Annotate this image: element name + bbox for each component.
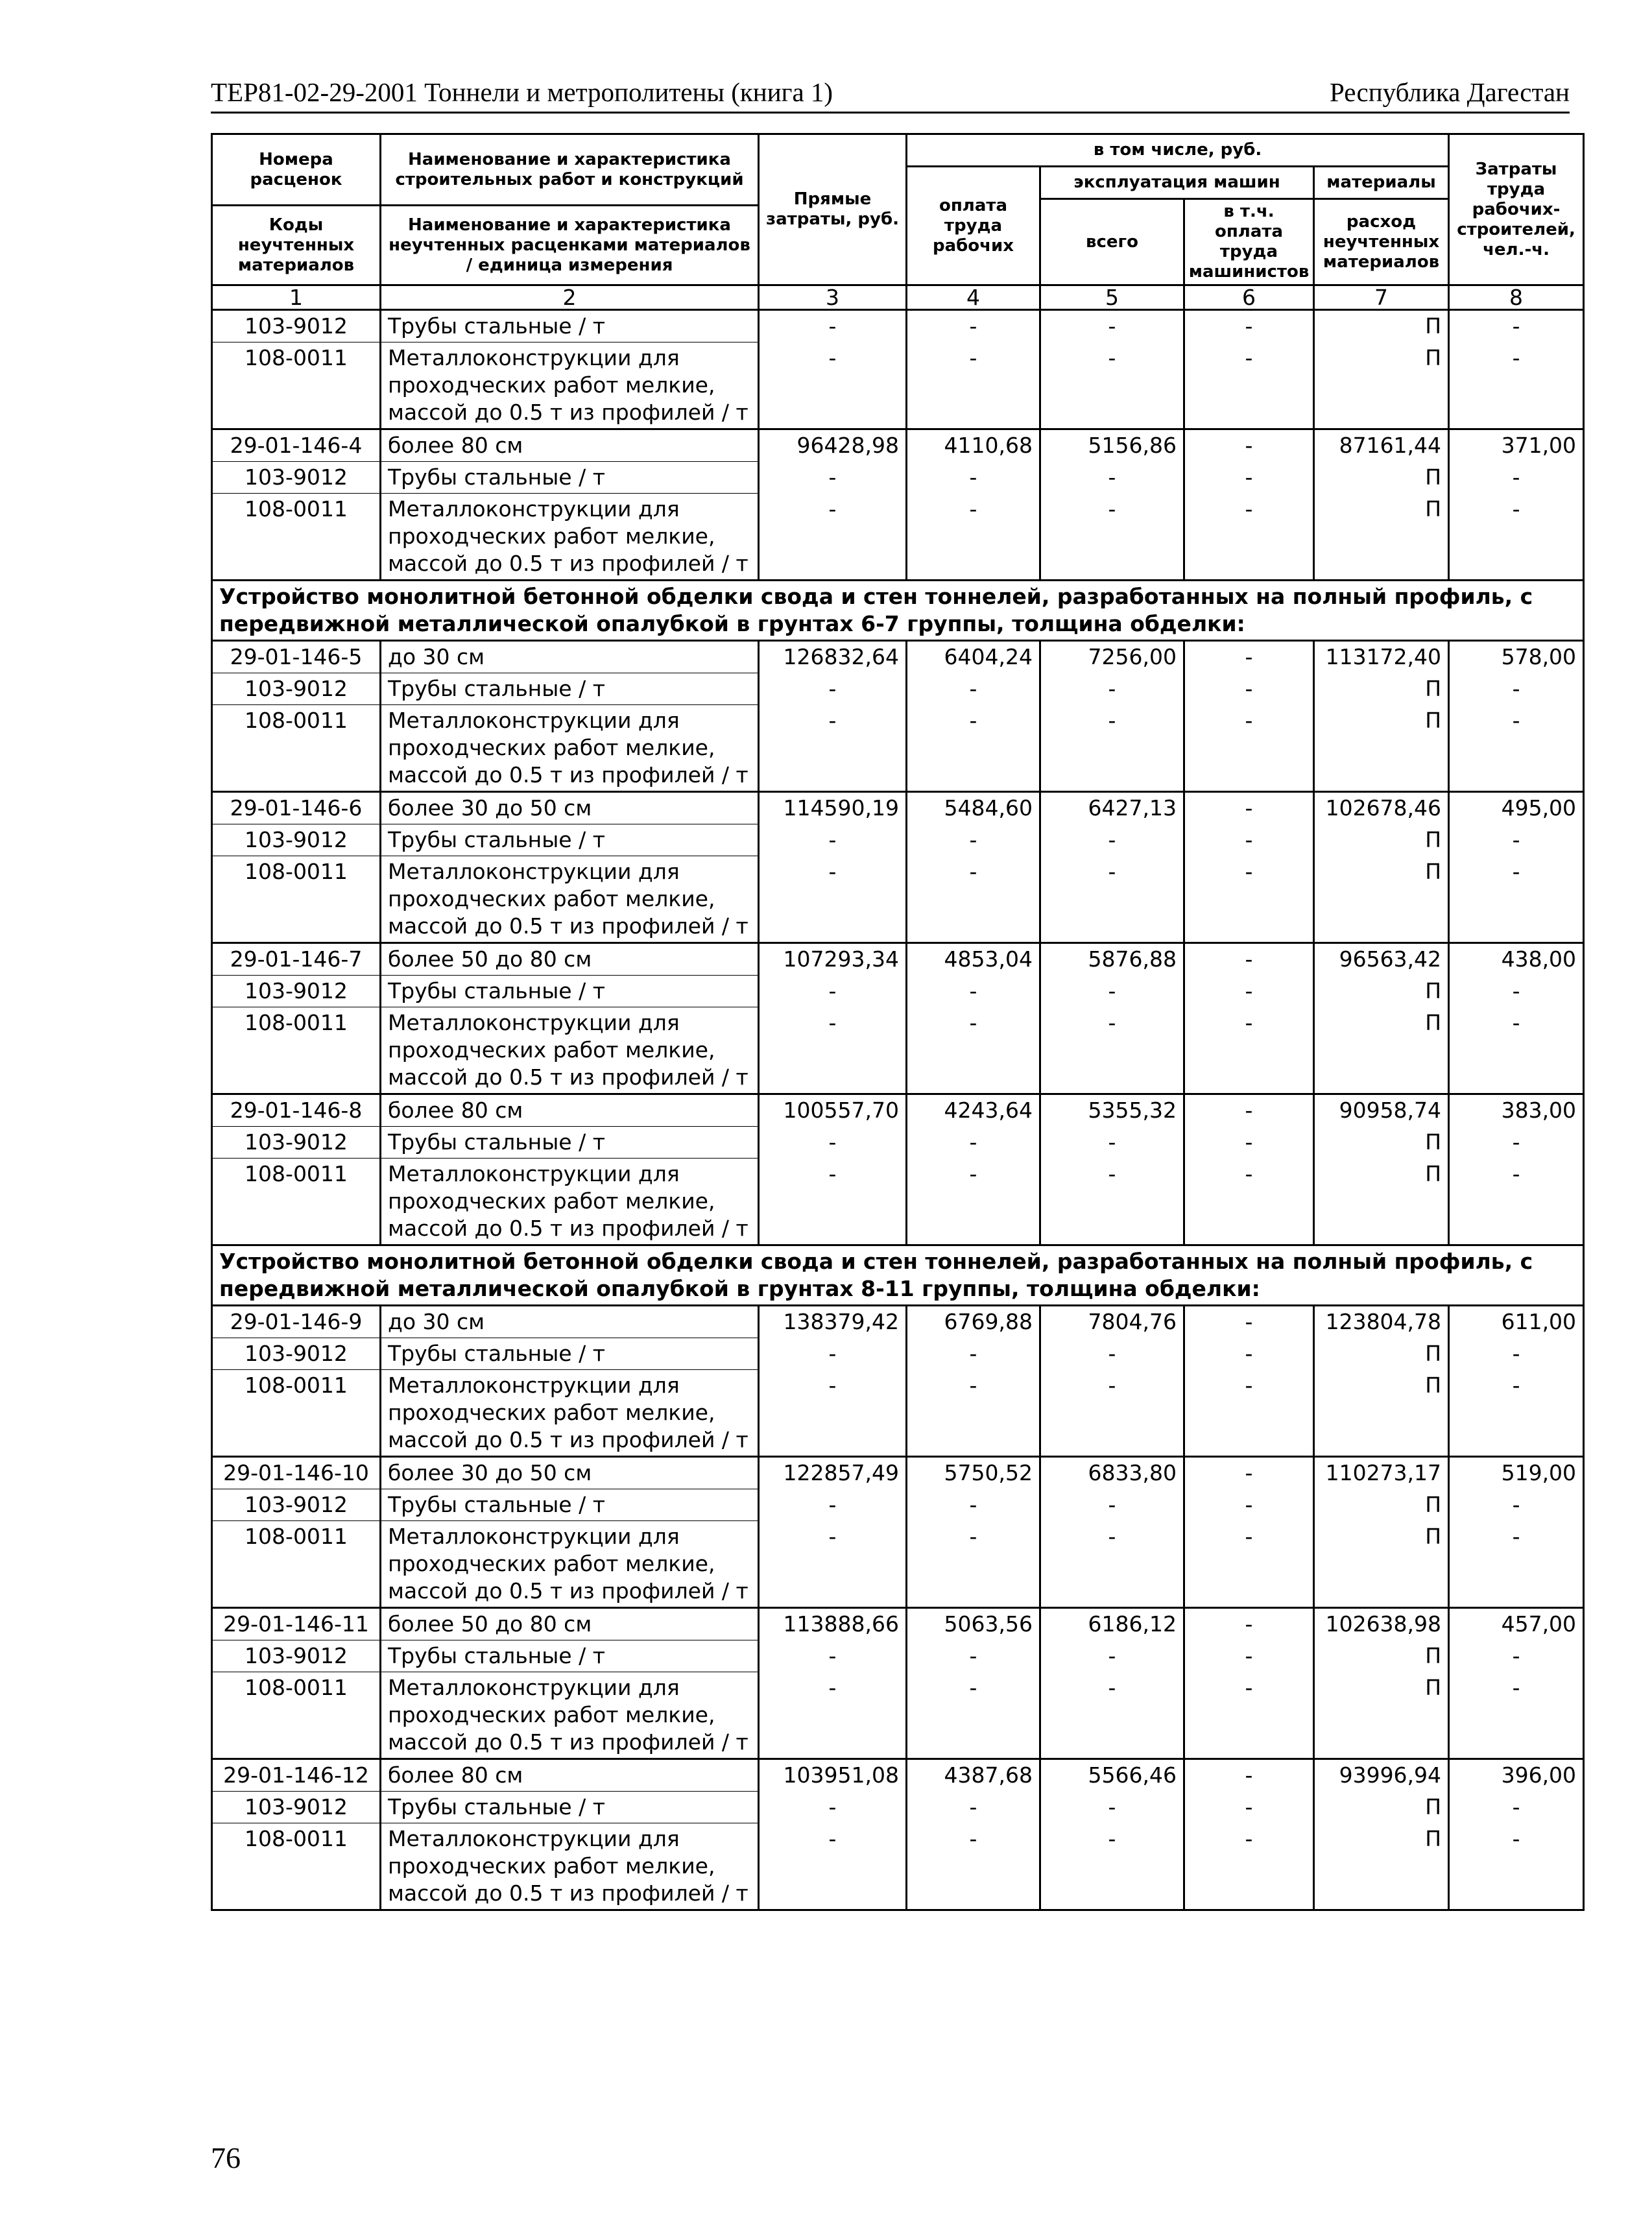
machines-total-cell: - [1040, 705, 1184, 792]
worker-pay-cell: - [907, 856, 1040, 943]
materials-cell: 113172,40 [1314, 641, 1449, 673]
machines-total-cell: - [1040, 1127, 1184, 1159]
materials-cell: П [1314, 1159, 1449, 1245]
machines-total-cell: - [1040, 1489, 1184, 1521]
header-direct-costs: Прямые затраты, руб. [759, 134, 907, 285]
direct-costs-cell: - [759, 342, 907, 429]
name-cell: Трубы стальные / т [381, 1127, 759, 1159]
materials-cell: П [1314, 705, 1449, 792]
material-row [212, 1370, 1584, 1457]
header-region: Республика Дагестан [1330, 77, 1570, 107]
header-title: ТЕР81-02-29-2001 Тоннели и метрополитены (книга 1) [211, 77, 833, 107]
machinist-pay-cell: - [1184, 1127, 1314, 1159]
worker-pay-cell: 4853,04 [907, 943, 1040, 976]
machinist-pay-cell: - [1184, 1792, 1314, 1823]
direct-costs-cell: - [759, 494, 907, 581]
machinist-pay-cell: - [1184, 1306, 1314, 1338]
machinist-pay-cell: - [1184, 1672, 1314, 1759]
direct-costs-cell: - [759, 976, 907, 1007]
worker-pay-cell: - [907, 976, 1040, 1007]
machinist-pay-cell: - [1184, 976, 1314, 1007]
worker-pay-cell: 4243,64 [907, 1094, 1040, 1127]
direct-costs-cell: 126832,64 [759, 641, 907, 673]
material-row [212, 1007, 1584, 1094]
materials-cell: П [1314, 976, 1449, 1007]
labor-cell: - [1449, 976, 1584, 1007]
materials-cell: П [1314, 1370, 1449, 1457]
header-vsego: всего [1040, 199, 1184, 285]
labor-cell: - [1449, 1640, 1584, 1672]
worker-pay-cell: 5063,56 [907, 1608, 1040, 1640]
labor-cell: - [1449, 705, 1584, 792]
materials-cell: П [1314, 1489, 1449, 1521]
machinist-pay-cell: - [1184, 1159, 1314, 1245]
machines-total-cell: 7256,00 [1040, 641, 1184, 673]
materials-cell: П [1314, 1792, 1449, 1823]
machinist-pay-cell: - [1184, 1823, 1314, 1910]
direct-costs-cell: 113888,66 [759, 1608, 907, 1640]
code-cell: 108-0011 [212, 342, 381, 429]
labor-cell: - [1449, 1672, 1584, 1759]
name-cell: более 80 см [381, 429, 759, 462]
name-cell: Металлоконструкции для проходческих работ мелкие, массой до 0.5 т из профилей / т [381, 1007, 759, 1094]
worker-pay-cell: - [907, 1672, 1040, 1759]
material-row [212, 1792, 1584, 1823]
labor-cell: 519,00 [1449, 1457, 1584, 1489]
labor-cell: - [1449, 824, 1584, 856]
labor-cell: 611,00 [1449, 1306, 1584, 1338]
labor-cell: 578,00 [1449, 641, 1584, 673]
name-cell: более 80 см [381, 1094, 759, 1127]
worker-pay-cell: - [907, 1338, 1040, 1370]
direct-costs-cell: - [759, 1127, 907, 1159]
worker-pay-cell: 6769,88 [907, 1306, 1040, 1338]
labor-cell: - [1449, 1370, 1584, 1457]
name-cell: Трубы стальные / т [381, 824, 759, 856]
header-naimen-works: Наименование и характеристика строительных работ и конструкций [381, 134, 759, 206]
machines-total-cell: - [1040, 976, 1184, 1007]
direct-costs-cell: 96428,98 [759, 429, 907, 462]
section-heading: Устройство монолитной бетонной обделки свода и стен тоннелей, разработанных на полный профиль, с передвижной металлической опалубкой в грунтах 6-7 группы, толщина обделки: [212, 581, 1584, 641]
labor-cell: - [1449, 673, 1584, 705]
machines-total-cell: - [1040, 1370, 1184, 1457]
col-number: 2 [381, 285, 759, 310]
worker-pay-cell: 4110,68 [907, 429, 1040, 462]
material-row [212, 1159, 1584, 1245]
machinist-pay-cell: - [1184, 342, 1314, 429]
rate-row [212, 943, 1584, 976]
machines-total-cell: - [1040, 494, 1184, 581]
machines-total-cell: 5566,46 [1040, 1759, 1184, 1792]
direct-costs-cell: - [759, 1823, 907, 1910]
name-cell: Трубы стальные / т [381, 1489, 759, 1521]
name-cell: Металлоконструкции для проходческих работ мелкие, массой до 0.5 т из профилей / т [381, 705, 759, 792]
machines-total-cell: - [1040, 1672, 1184, 1759]
code-cell: 103-9012 [212, 1127, 381, 1159]
labor-cell: 383,00 [1449, 1094, 1584, 1127]
worker-pay-cell: - [907, 824, 1040, 856]
worker-pay-cell: - [907, 673, 1040, 705]
name-cell: до 30 см [381, 1306, 759, 1338]
labor-cell: - [1449, 1159, 1584, 1245]
worker-pay-cell: 4387,68 [907, 1759, 1040, 1792]
material-row [212, 1127, 1584, 1159]
page-header [211, 77, 1570, 114]
direct-costs-cell: - [759, 1370, 907, 1457]
direct-costs-cell: - [759, 824, 907, 856]
name-cell: Металлоконструкции для проходческих работ мелкие, массой до 0.5 т из профилей / т [381, 1521, 759, 1608]
machines-total-cell: - [1040, 310, 1184, 342]
code-cell: 29-01-146-6 [212, 792, 381, 824]
col-number: 3 [759, 285, 907, 310]
materials-cell: 110273,17 [1314, 1457, 1449, 1489]
worker-pay-cell: 5750,52 [907, 1457, 1040, 1489]
machinist-pay-cell: - [1184, 824, 1314, 856]
code-cell: 108-0011 [212, 1672, 381, 1759]
machines-total-cell: 5876,88 [1040, 943, 1184, 976]
machines-total-cell: 7804,76 [1040, 1306, 1184, 1338]
machines-total-cell: - [1040, 1521, 1184, 1608]
machines-total-cell: 5355,32 [1040, 1094, 1184, 1127]
header-labor: Затраты труда рабочих-строителей, чел.-ч. [1449, 134, 1584, 285]
machinist-pay-cell: - [1184, 856, 1314, 943]
direct-costs-cell: 114590,19 [759, 792, 907, 824]
machines-total-cell: - [1040, 1338, 1184, 1370]
section-heading: Устройство монолитной бетонной обделки свода и стен тоннелей, разработанных на полный профиль, с передвижной металлической опалубкой в грунтах 8-11 группы, толщина обделки: [212, 1245, 1584, 1306]
machines-total-cell: - [1040, 1007, 1184, 1094]
worker-pay-cell: - [907, 1521, 1040, 1608]
direct-costs-cell: 100557,70 [759, 1094, 907, 1127]
materials-cell: П [1314, 1640, 1449, 1672]
direct-costs-cell: - [759, 1489, 907, 1521]
rate-row [212, 1608, 1584, 1640]
rates-table [211, 133, 1585, 1911]
worker-pay-cell: - [907, 705, 1040, 792]
name-cell: более 50 до 80 см [381, 943, 759, 976]
header-kody: Коды неучтенных материалов [212, 206, 381, 285]
materials-cell: П [1314, 342, 1449, 429]
name-cell: до 30 см [381, 641, 759, 673]
materials-cell: 93996,94 [1314, 1759, 1449, 1792]
material-row [212, 462, 1584, 494]
material-row [212, 1640, 1584, 1672]
name-cell: Трубы стальные / т [381, 462, 759, 494]
materials-cell: П [1314, 856, 1449, 943]
materials-cell: П [1314, 673, 1449, 705]
direct-costs-cell: - [759, 310, 907, 342]
worker-pay-cell: - [907, 1640, 1040, 1672]
col-number: 8 [1449, 285, 1584, 310]
materials-cell: П [1314, 1007, 1449, 1094]
direct-costs-cell: 103951,08 [759, 1759, 907, 1792]
materials-cell: П [1314, 494, 1449, 581]
labor-cell: - [1449, 462, 1584, 494]
code-cell: 103-9012 [212, 1338, 381, 1370]
worker-pay-cell: - [907, 1007, 1040, 1094]
materials-cell: 90958,74 [1314, 1094, 1449, 1127]
direct-costs-cell: - [759, 1640, 907, 1672]
name-cell: более 30 до 50 см [381, 792, 759, 824]
direct-costs-cell: 122857,49 [759, 1457, 907, 1489]
machines-total-cell: - [1040, 1159, 1184, 1245]
code-cell: 103-9012 [212, 673, 381, 705]
materials-cell: 96563,42 [1314, 943, 1449, 976]
direct-costs-cell: - [759, 1792, 907, 1823]
code-cell: 108-0011 [212, 856, 381, 943]
header-rashod: расход неучтенных материалов [1314, 199, 1449, 285]
machinist-pay-cell: - [1184, 310, 1314, 342]
machinist-pay-cell: - [1184, 494, 1314, 581]
worker-pay-cell: - [907, 1127, 1040, 1159]
code-cell: 29-01-146-8 [212, 1094, 381, 1127]
worker-pay-cell: - [907, 462, 1040, 494]
labor-cell: 457,00 [1449, 1608, 1584, 1640]
machinist-pay-cell: - [1184, 1489, 1314, 1521]
material-row [212, 976, 1584, 1007]
code-cell: 29-01-146-7 [212, 943, 381, 976]
header-nomera: Номера расценок [212, 134, 381, 206]
machines-total-cell: - [1040, 673, 1184, 705]
section-heading-row [212, 581, 1584, 641]
labor-cell: - [1449, 310, 1584, 342]
rate-row [212, 641, 1584, 673]
name-cell: Металлоконструкции для проходческих работ мелкие, массой до 0.5 т из профилей / т [381, 1672, 759, 1759]
materials-cell: П [1314, 1521, 1449, 1608]
worker-pay-cell: - [907, 494, 1040, 581]
table-body [212, 310, 1584, 1910]
material-row [212, 494, 1584, 581]
header-materialy: материалы [1314, 167, 1449, 199]
rate-row [212, 429, 1584, 462]
code-cell: 29-01-146-10 [212, 1457, 381, 1489]
col-number: 7 [1314, 285, 1449, 310]
labor-cell: - [1449, 1823, 1584, 1910]
material-row [212, 1521, 1584, 1608]
name-cell: Металлоконструкции для проходческих работ мелкие, массой до 0.5 т из профилей / т [381, 856, 759, 943]
name-cell: Металлоконструкции для проходческих работ мелкие, массой до 0.5 т из профилей / т [381, 342, 759, 429]
code-cell: 103-9012 [212, 1640, 381, 1672]
code-cell: 108-0011 [212, 1007, 381, 1094]
materials-cell: П [1314, 1672, 1449, 1759]
worker-pay-cell: - [907, 310, 1040, 342]
col-number: 1 [212, 285, 381, 310]
code-cell: 29-01-146-9 [212, 1306, 381, 1338]
code-cell: 108-0011 [212, 1370, 381, 1457]
direct-costs-cell: 138379,42 [759, 1306, 907, 1338]
machinist-pay-cell: - [1184, 943, 1314, 976]
material-row [212, 342, 1584, 429]
materials-cell: 123804,78 [1314, 1306, 1449, 1338]
worker-pay-cell: - [907, 1159, 1040, 1245]
labor-cell: - [1449, 1007, 1584, 1094]
labor-cell: - [1449, 856, 1584, 943]
page-number: 76 [211, 2141, 241, 2174]
code-cell: 108-0011 [212, 1159, 381, 1245]
name-cell: Трубы стальные / т [381, 1338, 759, 1370]
machinist-pay-cell: - [1184, 429, 1314, 462]
materials-cell: 102678,46 [1314, 792, 1449, 824]
code-cell: 108-0011 [212, 1521, 381, 1608]
labor-cell: - [1449, 1792, 1584, 1823]
direct-costs-cell: - [759, 1159, 907, 1245]
machinist-pay-cell: - [1184, 673, 1314, 705]
material-row [212, 856, 1584, 943]
machinist-pay-cell: - [1184, 1370, 1314, 1457]
header-naimen-materials: Наименование и характеристика неучтенных расценками материалов / единица измерения [381, 206, 759, 285]
machines-total-cell: - [1040, 824, 1184, 856]
name-cell: Металлоконструкции для проходческих работ мелкие, массой до 0.5 т из профилей / т [381, 1823, 759, 1910]
material-row [212, 673, 1584, 705]
direct-costs-cell: - [759, 1338, 907, 1370]
machines-total-cell: - [1040, 1792, 1184, 1823]
rate-row [212, 1759, 1584, 1792]
code-cell: 103-9012 [212, 824, 381, 856]
material-row [212, 310, 1584, 342]
section-heading-row [212, 1245, 1584, 1306]
machines-total-cell: 6427,13 [1040, 792, 1184, 824]
worker-pay-cell: - [907, 1792, 1040, 1823]
material-row [212, 824, 1584, 856]
header-v-tom-chisle: в том числе, руб. [907, 134, 1449, 167]
machinist-pay-cell: - [1184, 462, 1314, 494]
machinist-pay-cell: - [1184, 1007, 1314, 1094]
material-row [212, 1672, 1584, 1759]
machines-total-cell: - [1040, 1640, 1184, 1672]
machines-total-cell: - [1040, 342, 1184, 429]
labor-cell: - [1449, 494, 1584, 581]
code-cell: 29-01-146-5 [212, 641, 381, 673]
col-number: 5 [1040, 285, 1184, 310]
direct-costs-cell: - [759, 1007, 907, 1094]
machinist-pay-cell: - [1184, 1640, 1314, 1672]
worker-pay-cell: - [907, 1370, 1040, 1457]
table-header [212, 134, 1584, 310]
direct-costs-cell: 107293,34 [759, 943, 907, 976]
name-cell: Трубы стальные / т [381, 673, 759, 705]
rate-row [212, 1457, 1584, 1489]
code-cell: 103-9012 [212, 1489, 381, 1521]
material-row [212, 1338, 1584, 1370]
worker-pay-cell: - [907, 1489, 1040, 1521]
name-cell: более 30 до 50 см [381, 1457, 759, 1489]
machines-total-cell: - [1040, 1823, 1184, 1910]
code-cell: 103-9012 [212, 976, 381, 1007]
name-cell: Трубы стальные / т [381, 310, 759, 342]
header-vtch: в т.ч. оплата труда машинистов [1184, 199, 1314, 285]
name-cell: Металлоконструкции для проходческих работ мелкие, массой до 0.5 т из профилей / т [381, 1159, 759, 1245]
materials-cell: П [1314, 1338, 1449, 1370]
machinist-pay-cell: - [1184, 792, 1314, 824]
code-cell: 29-01-146-12 [212, 1759, 381, 1792]
materials-cell: П [1314, 824, 1449, 856]
materials-cell: П [1314, 1823, 1449, 1910]
code-cell: 103-9012 [212, 1792, 381, 1823]
name-cell: Трубы стальные / т [381, 976, 759, 1007]
code-cell: 108-0011 [212, 1823, 381, 1910]
materials-cell: П [1314, 1127, 1449, 1159]
machines-total-cell: - [1040, 856, 1184, 943]
code-cell: 103-9012 [212, 462, 381, 494]
labor-cell: - [1449, 1489, 1584, 1521]
code-cell: 108-0011 [212, 705, 381, 792]
col-number: 6 [1184, 285, 1314, 310]
labor-cell: 495,00 [1449, 792, 1584, 824]
material-row [212, 705, 1584, 792]
name-cell: Трубы стальные / т [381, 1792, 759, 1823]
materials-cell: П [1314, 462, 1449, 494]
materials-cell: 102638,98 [1314, 1608, 1449, 1640]
machinist-pay-cell: - [1184, 1608, 1314, 1640]
material-row [212, 1823, 1584, 1910]
machinist-pay-cell: - [1184, 641, 1314, 673]
code-cell: 108-0011 [212, 494, 381, 581]
header-oplata: оплата труда рабочих [907, 167, 1040, 285]
name-cell: более 80 см [381, 1759, 759, 1792]
worker-pay-cell: - [907, 342, 1040, 429]
name-cell: Металлоконструкции для проходческих работ мелкие, массой до 0.5 т из профилей / т [381, 494, 759, 581]
direct-costs-cell: - [759, 673, 907, 705]
name-cell: Трубы стальные / т [381, 1640, 759, 1672]
machinist-pay-cell: - [1184, 1338, 1314, 1370]
labor-cell: - [1449, 342, 1584, 429]
labor-cell: 438,00 [1449, 943, 1584, 976]
direct-costs-cell: - [759, 462, 907, 494]
rate-row [212, 1094, 1584, 1127]
labor-cell: 371,00 [1449, 429, 1584, 462]
code-cell: 29-01-146-4 [212, 429, 381, 462]
labor-cell: - [1449, 1338, 1584, 1370]
direct-costs-cell: - [759, 856, 907, 943]
direct-costs-cell: - [759, 1672, 907, 1759]
machinist-pay-cell: - [1184, 1521, 1314, 1608]
rate-row [212, 792, 1584, 824]
col-number: 4 [907, 285, 1040, 310]
worker-pay-cell: 6404,24 [907, 641, 1040, 673]
materials-cell: 87161,44 [1314, 429, 1449, 462]
rate-row [212, 1306, 1584, 1338]
material-row [212, 1489, 1584, 1521]
name-cell: более 50 до 80 см [381, 1608, 759, 1640]
direct-costs-cell: - [759, 705, 907, 792]
machinist-pay-cell: - [1184, 705, 1314, 792]
labor-cell: 396,00 [1449, 1759, 1584, 1792]
machinist-pay-cell: - [1184, 1759, 1314, 1792]
name-cell: Металлоконструкции для проходческих работ мелкие, массой до 0.5 т из профилей / т [381, 1370, 759, 1457]
worker-pay-cell: 5484,60 [907, 792, 1040, 824]
direct-costs-cell: - [759, 1521, 907, 1608]
code-cell: 103-9012 [212, 310, 381, 342]
code-cell: 29-01-146-11 [212, 1608, 381, 1640]
labor-cell: - [1449, 1521, 1584, 1608]
machines-total-cell: 6833,80 [1040, 1457, 1184, 1489]
machines-total-cell: - [1040, 462, 1184, 494]
machines-total-cell: 5156,86 [1040, 429, 1184, 462]
header-ekspl: эксплуатация машин [1040, 167, 1314, 199]
materials-cell: П [1314, 310, 1449, 342]
machinist-pay-cell: - [1184, 1094, 1314, 1127]
machinist-pay-cell: - [1184, 1457, 1314, 1489]
machines-total-cell: 6186,12 [1040, 1608, 1184, 1640]
labor-cell: - [1449, 1127, 1584, 1159]
worker-pay-cell: - [907, 1823, 1040, 1910]
